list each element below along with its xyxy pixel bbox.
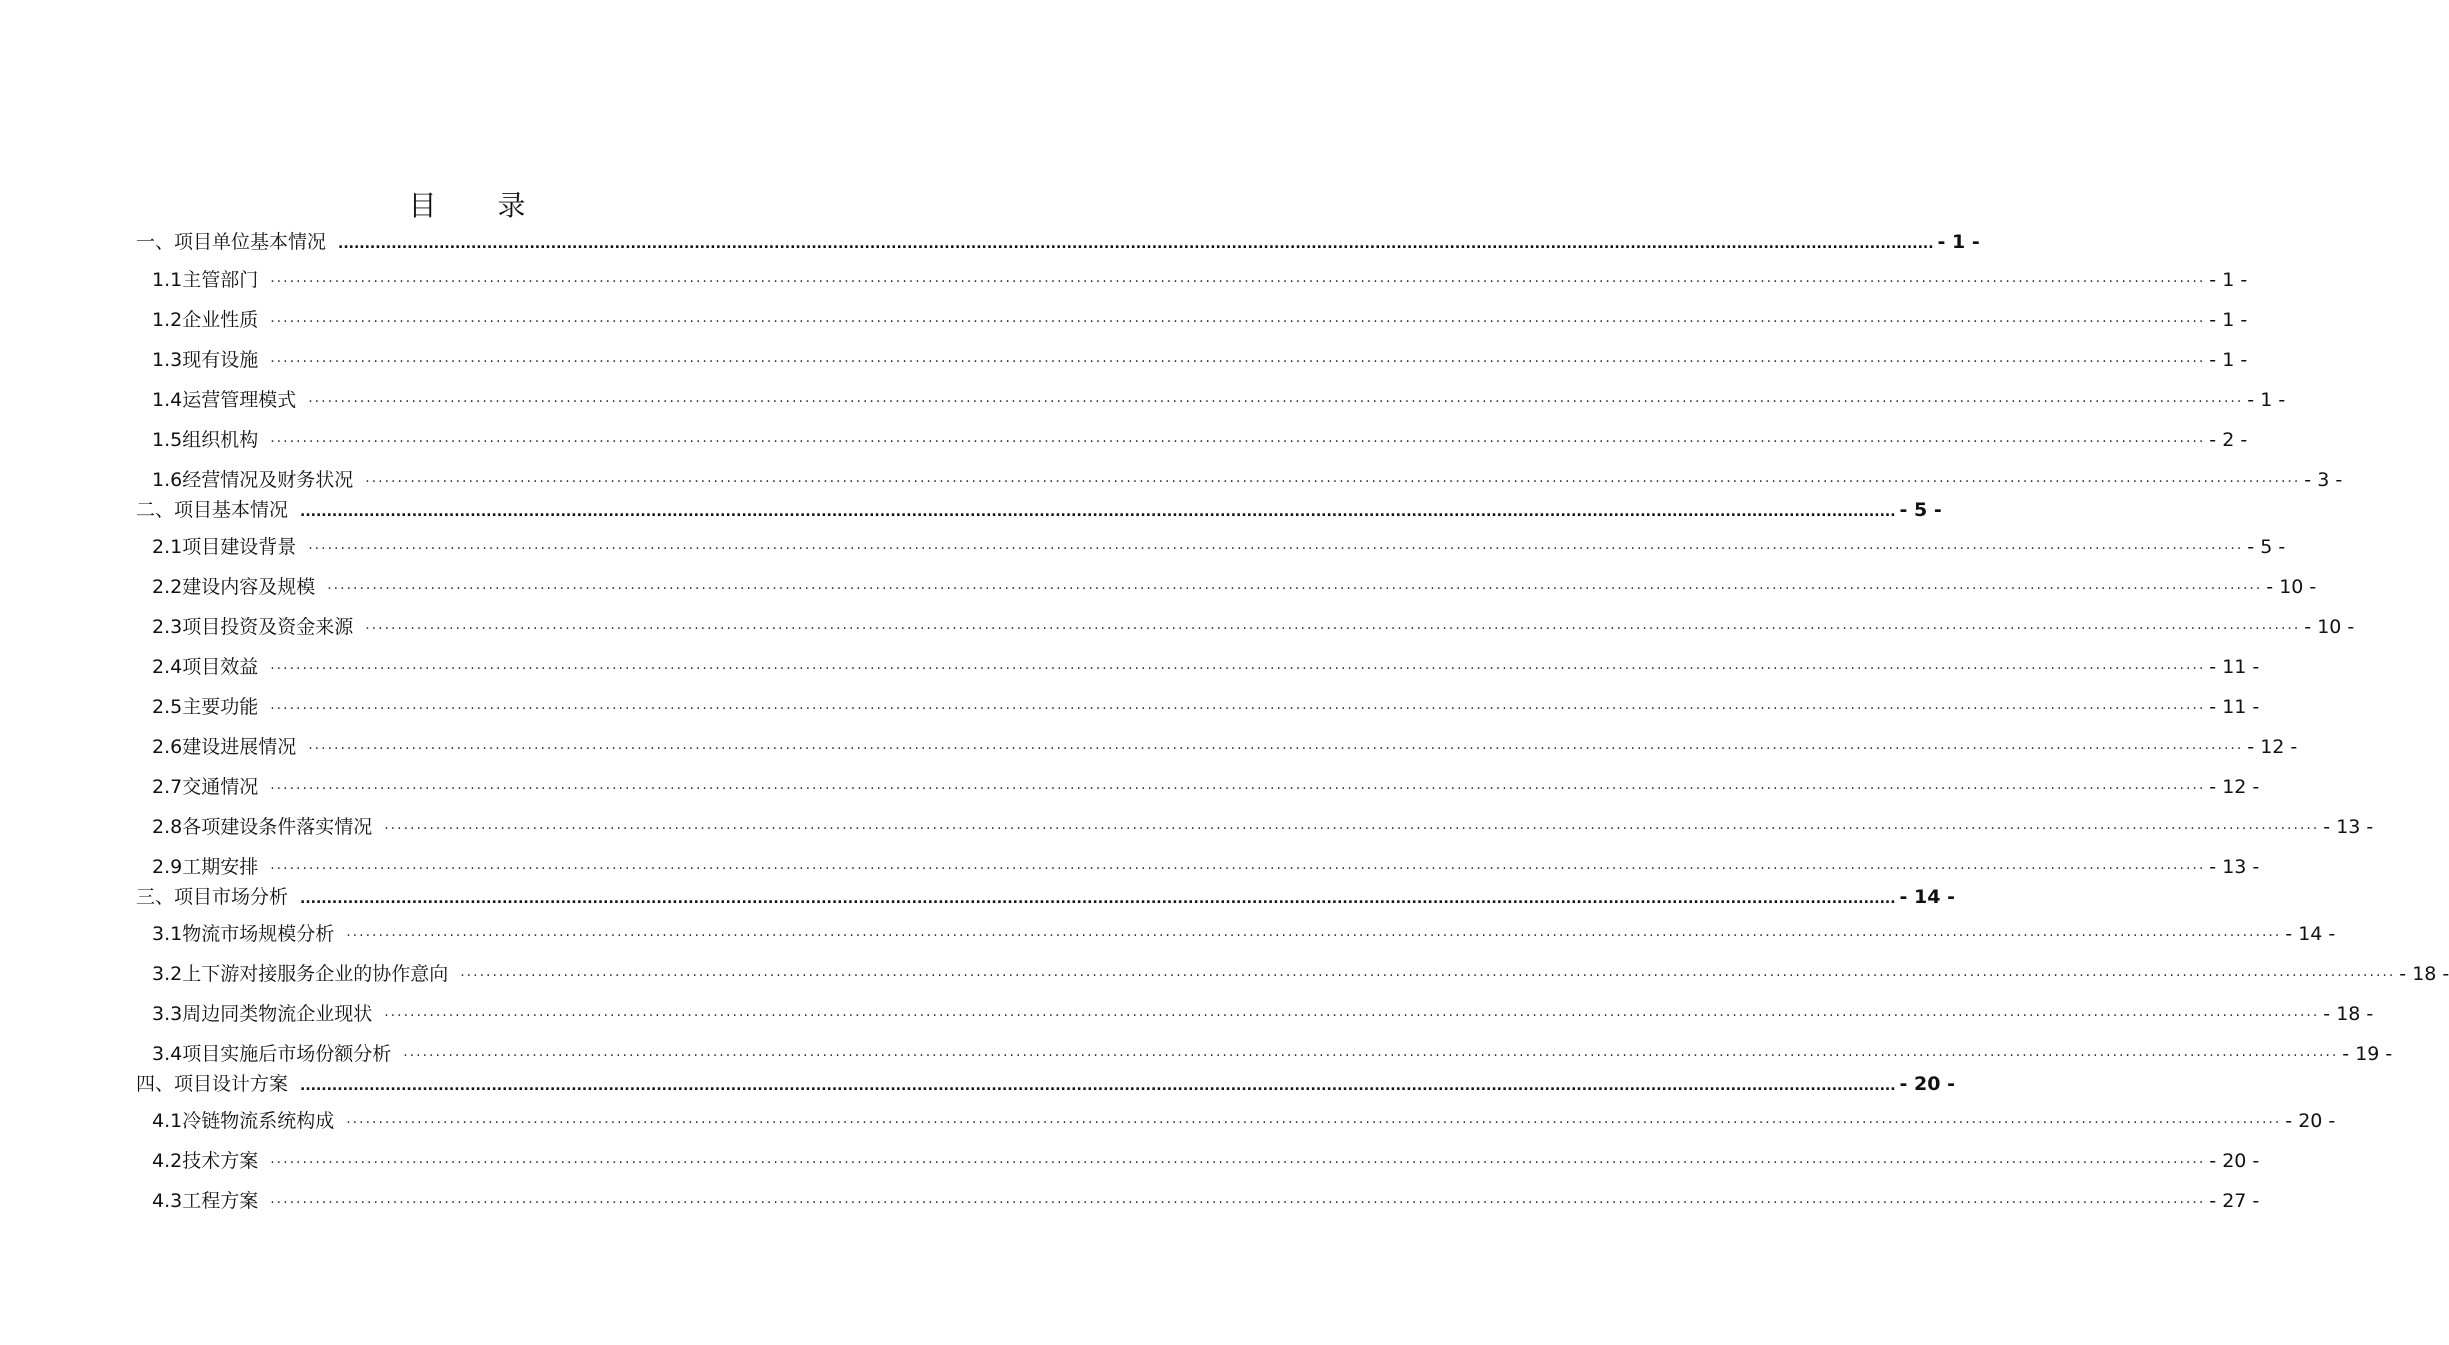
toc-section-entry[interactable] [152, 467, 2343, 493]
toc-section-entry[interactable] [152, 734, 2298, 760]
toc-section-number: 1.4 [152, 389, 183, 411]
toc-page-number: - 20 - [2209, 1150, 2260, 1172]
toc-section-number: 2.5 [152, 696, 183, 718]
toc-section-entry[interactable] [152, 1108, 2336, 1134]
toc-entry-title: 现有设施 [182, 349, 259, 371]
toc-page-number: - 1 - [2209, 309, 2248, 331]
toc-section-number: 3.1 [152, 923, 183, 945]
toc-entry-title: 项目投资及资金来源 [182, 616, 354, 638]
toc-page-number: - 5 - [1899, 499, 1942, 521]
toc-leader-dots: ············································································································································································································································································································ [327, 581, 2263, 597]
toc-section-entry[interactable] [152, 267, 2248, 293]
toc-section-number: 3.4 [152, 1043, 183, 1065]
toc-entry-title: 物流市场规模分析 [182, 923, 335, 945]
toc-entry-title: 主要功能 [182, 696, 259, 718]
toc-section-number: 2.3 [152, 616, 183, 638]
toc-chapter-entry[interactable] [136, 497, 1942, 523]
toc-page-number: - 1 - [2247, 389, 2286, 411]
toc-page-number: - 1 - [1937, 231, 1980, 253]
toc-section-entry[interactable] [152, 614, 2355, 640]
toc-section-entry[interactable] [152, 534, 2286, 560]
toc-leader-dots: ............................................................................................................................................................................................................................................................................................................ [300, 1078, 1896, 1094]
toc-section-entry[interactable] [152, 1148, 2260, 1174]
toc-leader-dots: ············································································································································································································································································································ [270, 1195, 2206, 1211]
toc-page-number: - 10 - [2266, 576, 2317, 598]
toc-section-number: 2.4 [152, 656, 183, 678]
toc-page-number: - 11 - [2209, 656, 2260, 678]
toc-page-number: - 1 - [2209, 349, 2248, 371]
toc-leader-dots: ············································································································································································································································································································ [270, 781, 2206, 797]
toc-leader-dots: ············································································································································································································································································································ [308, 741, 2244, 757]
toc-entry-title: 周边同类物流企业现状 [182, 1003, 373, 1025]
toc-leader-dots: ············································································································································································································································································································ [270, 861, 2206, 877]
toc-entry-title: 工程方案 [182, 1190, 259, 1212]
toc-entry-title: 一、项目单位基本情况 [136, 231, 327, 253]
toc-section-entry[interactable] [152, 574, 2317, 600]
toc-section-entry[interactable] [152, 774, 2260, 800]
toc-section-number: 2.2 [152, 576, 183, 598]
toc-chapter-entry[interactable] [136, 1071, 1955, 1097]
toc-entry-title: 项目实施后市场份额分析 [182, 1043, 392, 1065]
toc-section-number: 4.1 [152, 1110, 183, 1132]
toc-leader-dots: ············································································································································································································································································································ [384, 1008, 2320, 1024]
toc-leader-dots: ············································································································································································································································································································ [384, 821, 2320, 837]
toc-entry-title: 组织机构 [182, 429, 259, 451]
toc-entry-title: 建设内容及规模 [182, 576, 316, 598]
toc-entry-title: 工期安排 [182, 856, 259, 878]
toc-entry-title: 三、项目市场分析 [136, 886, 289, 908]
toc-leader-dots: ············································································································································································································································································································ [346, 928, 2282, 944]
toc-section-number: 1.3 [152, 349, 183, 371]
toc-section-number: 2.9 [152, 856, 183, 878]
toc-entry-title: 经营情况及财务状况 [182, 469, 354, 491]
toc-section-number: 2.1 [152, 536, 183, 558]
toc-page-number: - 18 - [2323, 1003, 2374, 1025]
toc-section-entry[interactable] [152, 1001, 2374, 1027]
toc-section-entry[interactable] [152, 921, 2336, 947]
toc-page-number: - 12 - [2209, 776, 2260, 798]
toc-leader-dots: ············································································································································································································································································································ [308, 541, 2244, 557]
toc-page-number: - 1 - [2209, 269, 2248, 291]
toc-leader-dots: ············································································································································································································································································································ [365, 621, 2301, 637]
toc-leader-dots: ············································································································································································································································································································ [365, 474, 2301, 490]
toc-section-number: 3.2 [152, 963, 183, 985]
toc-leader-dots: ············································································································································································································································································································ [270, 314, 2206, 330]
toc-section-number: 2.6 [152, 736, 183, 758]
toc-leader-dots: ············································································································································································································································································································ [270, 274, 2206, 290]
toc-page-number: - 5 - [2247, 536, 2286, 558]
toc-section-number: 2.8 [152, 816, 183, 838]
toc-leader-dots: ············································································································································································································································································································ [270, 1155, 2206, 1171]
toc-section-number: 3.3 [152, 1003, 183, 1025]
toc-section-number: 1.1 [152, 269, 183, 291]
toc-entry-title: 技术方案 [182, 1150, 259, 1172]
toc-chapter-entry[interactable] [136, 884, 1955, 910]
toc-section-entry[interactable] [152, 694, 2260, 720]
toc-leader-dots: ············································································································································································································································································································ [270, 701, 2206, 717]
toc-page-number: - 13 - [2323, 816, 2374, 838]
toc-section-entry[interactable] [152, 654, 2260, 680]
toc-section-number: 2.7 [152, 776, 183, 798]
toc-entry-title: 建设进展情况 [182, 736, 297, 758]
toc-section-entry[interactable] [152, 307, 2248, 333]
toc-chapter-entry[interactable] [136, 229, 1980, 255]
toc-page-number: - 2 - [2209, 429, 2248, 451]
toc-leader-dots: ············································································································································································································································································································ [270, 434, 2206, 450]
toc-section-number: 1.2 [152, 309, 183, 331]
toc-section-entry[interactable] [152, 387, 2286, 413]
toc-entry-title: 运营管理模式 [182, 389, 297, 411]
toc-entry-title: 项目效益 [182, 656, 259, 678]
toc-section-entry[interactable] [152, 1188, 2260, 1214]
toc-leader-dots: ............................................................................................................................................................................................................................................................................................................ [338, 236, 1934, 252]
toc-section-number: 1.5 [152, 429, 183, 451]
toc-leader-dots: ············································································································································································································································································································ [308, 394, 2244, 410]
toc-entry-title: 四、项目设计方案 [136, 1073, 289, 1095]
toc-page-number: - 3 - [2304, 469, 2343, 491]
toc-entry-title: 二、项目基本情况 [136, 499, 289, 521]
toc-section-number: 4.3 [152, 1190, 183, 1212]
toc-leader-dots: ············································································································································································································································································································ [403, 1048, 2339, 1064]
toc-section-entry[interactable] [152, 427, 2248, 453]
toc-leader-dots: ············································································································································································································································································································ [460, 968, 2396, 984]
toc-leader-dots: ············································································································································································································································································································ [270, 661, 2206, 677]
toc-section-number: 1.6 [152, 469, 183, 491]
toc-section-number: 4.2 [152, 1150, 183, 1172]
toc-page-number: - 27 - [2209, 1190, 2260, 1212]
toc-page-number: - 11 - [2209, 696, 2260, 718]
toc-page-number: - 20 - [2285, 1110, 2336, 1132]
toc-page-number: - 10 - [2304, 616, 2355, 638]
toc-section-entry[interactable] [152, 854, 2260, 880]
toc-page-number: - 18 - [2399, 963, 2449, 985]
toc-entry-title: 交通情况 [182, 776, 259, 798]
toc-entry-title: 冷链物流系统构成 [182, 1110, 335, 1132]
toc-page-number: - 12 - [2247, 736, 2298, 758]
toc-title: 目 录 [408, 189, 552, 222]
toc-leader-dots: ............................................................................................................................................................................................................................................................................................................ [300, 504, 1896, 520]
toc-entry-title: 企业性质 [182, 309, 259, 331]
toc-page-number: - 14 - [2285, 923, 2336, 945]
toc-page-number: - 19 - [2342, 1043, 2393, 1065]
toc-leader-dots: ............................................................................................................................................................................................................................................................................................................ [300, 891, 1896, 907]
toc-section-entry[interactable] [152, 347, 2248, 373]
toc-entry-title: 项目建设背景 [182, 536, 297, 558]
toc-section-entry[interactable] [152, 961, 2449, 987]
toc-page-number: - 20 - [1899, 1073, 1955, 1095]
toc-entry-title: 各项建设条件落实情况 [182, 816, 373, 838]
toc-leader-dots: ············································································································································································································································································································ [346, 1115, 2282, 1131]
toc-section-entry[interactable] [152, 1041, 2393, 1067]
toc-leader-dots: ············································································································································································································································································································ [270, 354, 2206, 370]
toc-page-number: - 13 - [2209, 856, 2260, 878]
toc-page-number: - 14 - [1899, 886, 1955, 908]
toc-section-entry[interactable] [152, 814, 2374, 840]
toc-entry-title: 主管部门 [182, 269, 259, 291]
toc-entry-title: 上下游对接服务企业的协作意向 [182, 963, 449, 985]
